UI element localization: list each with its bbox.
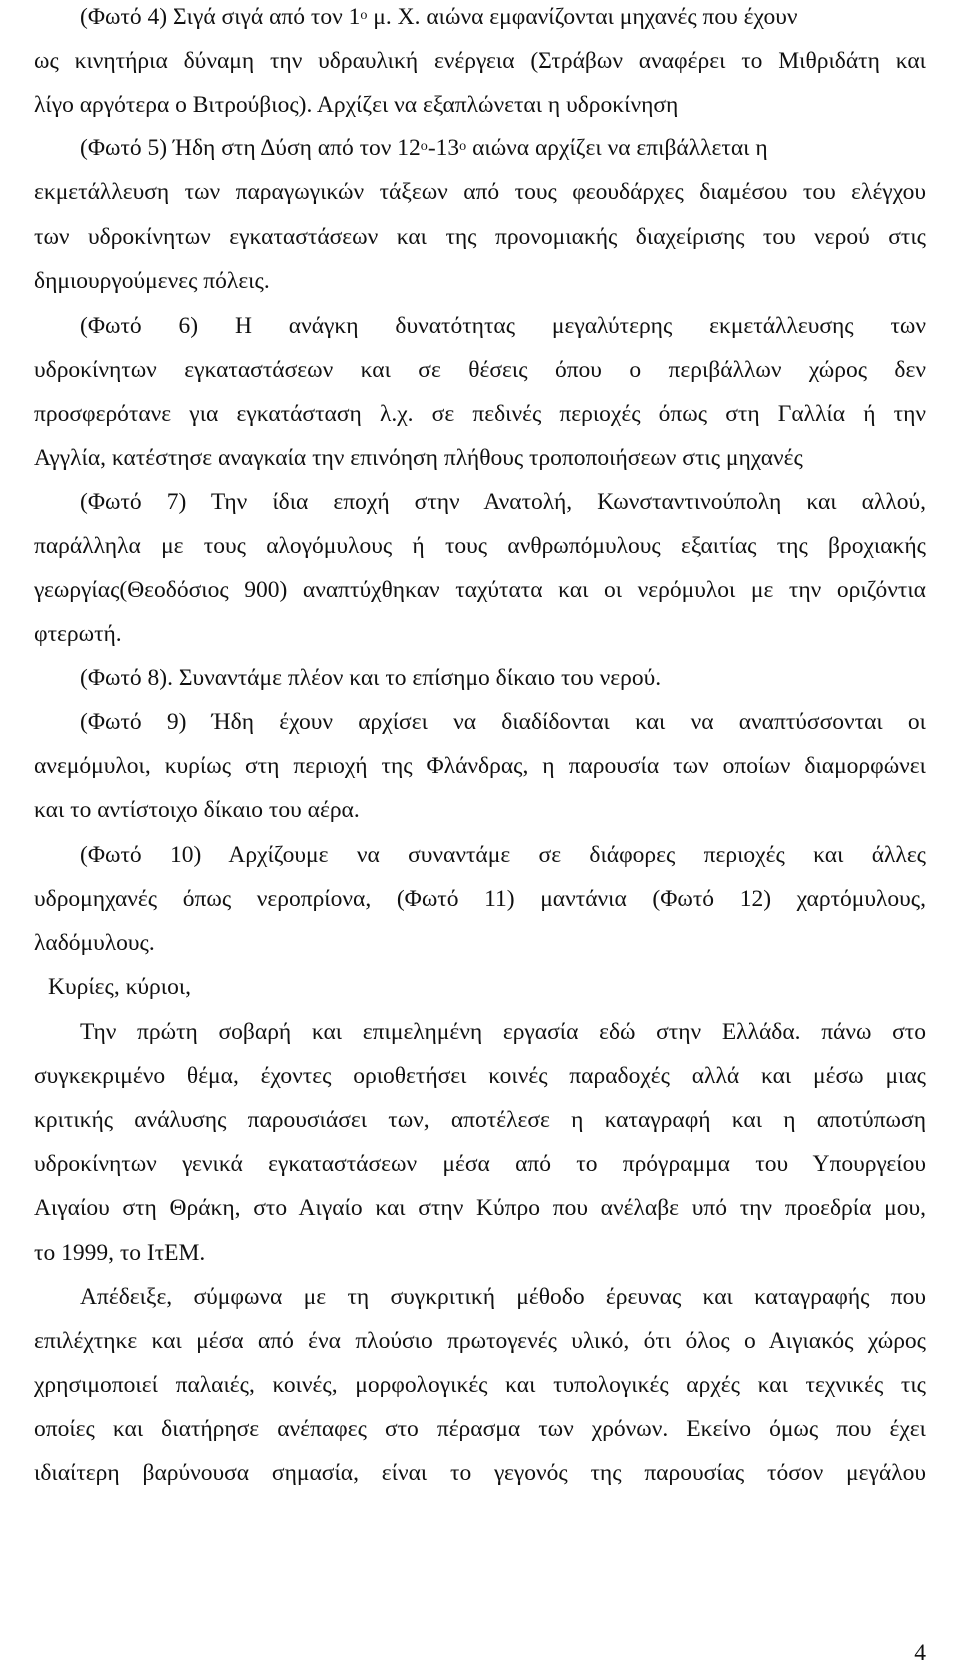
- text-line: των υδροκίνητων εγκαταστάσεων και της προνομιακής διαχείρισης του νερού στις: [34, 224, 926, 250]
- text-line: Την πρώτη σοβαρή και επιμελημένη εργασία εδώ στην Ελλάδα. πάνω στο: [80, 1019, 926, 1045]
- text-line: το 1999, το ΙτΕΜ.: [34, 1240, 206, 1266]
- text-line: κριτικής ανάλυσης παρουσιάσει των, αποτέλεσε η καταγραφή και η αποτύπωση: [34, 1107, 926, 1133]
- text-line: υδρομηχανές όπως νεροπρίονα, (Φωτό 11) μαντάνια (Φωτό 12) χαρτόμυλους,: [34, 886, 926, 912]
- text-line: παράλληλα με τους αλογόμυλους ή τους ανθρωπόμυλους εξαιτίας της βροχιακής: [34, 533, 926, 559]
- text-line: χρησιμοποιεί παλαιές, κοινές, μορφολογικές και τυπολογικές αρχές και τεχνικές τις: [34, 1372, 926, 1398]
- text-line: Αιγαίου στη Θράκη, στο Αιγαίο και στην Κύπρο που ανέλαβε υπό την προεδρία μου,: [34, 1195, 926, 1221]
- text-line: ως κινητήρια δύναμη την υδραυλική ενέργεια (Στράβων αναφέρει το Μιθριδάτη και: [34, 48, 926, 74]
- text-line: και το αντίστοιχο δίκαιο του αέρα.: [34, 797, 360, 823]
- salutation: Κυρίες, κύριοι,: [48, 974, 192, 1000]
- text-line: (Φωτό 5) Ήδη στη Δύση από τον $12^o-13^o$ αιώνα αρχίζει να επιβάλλεται η: [80, 135, 768, 161]
- text-line: Αγγλία, κατέστησε αναγκαία την επινόηση πλήθους τροποποιήσεων στις μηχανές: [34, 445, 803, 471]
- text-line: (Φωτό 9) Ήδη έχουν αρχίσει να διαδίδονται και να αναπτύσσονται οι: [80, 709, 926, 735]
- text-line: (Φωτό 10) Αρχίζουμε να συναντάμε σε διάφορες περιοχές και άλλες: [80, 842, 926, 868]
- text-line: επιλέχτηκε και μέσα από ένα πλούσιο πρωτογενές υλικό, ότι όλος ο Αιγιακός χώρος: [34, 1328, 926, 1354]
- page-number: 4: [914, 1640, 926, 1666]
- text-line: οποίες και διατήρησε ανέπαφες στο πέρασμα των χρόνων. Εκείνο όμως που έχει: [34, 1416, 926, 1442]
- text-line: φτερωτή.: [34, 621, 122, 647]
- text-line: λαδόμυλους.: [34, 930, 155, 956]
- text-line: εκμετάλλευση των παραγωγικών τάξεων από τους φεουδάρχες διαμέσου του ελέγχου: [34, 179, 926, 205]
- text-line: (Φωτό 7) Την ίδια εποχή στην Ανατολή, Κωνσταντινούπολη και αλλού,: [80, 489, 926, 515]
- text-line: δημιουργούμενες πόλεις.: [34, 268, 270, 294]
- text-line: Απέδειξε, σύμφωνα με τη συγκριτική μέθοδο έρευνας και καταγραφής που: [80, 1284, 926, 1310]
- text-line: (Φωτό 8). Συναντάμε πλέον και το επίσημο δίκαιο του νερού.: [80, 665, 662, 691]
- text-line: γεωργίας(Θεοδόσιος 900) αναπτύχθηκαν ταχύτατα και οι νερόμυλοι με την οριζόντια: [34, 577, 926, 603]
- text-line: συγκεκριμένο θέμα, έχοντες οριοθετήσει κοινές παραδοχές αλλά και μέσω μιας: [34, 1063, 926, 1089]
- text-line: προσφερότανε για εγκατάσταση λ.χ. σε πεδινές περιοχές όπως στη Γαλλία ή την: [34, 401, 926, 427]
- text-line: ανεμόμυλοι, κυρίως στη περιοχή της Φλάνδρας, η παρουσία των οποίων διαμορφώνει: [34, 753, 926, 779]
- text-line: λίγο αργότερα ο Βιτρούβιος). Αρχίζει να εξαπλώνεται η υδροκίνηση: [34, 92, 679, 118]
- text-line: υδροκίνητων εγκαταστάσεων και σε θέσεις όπου ο περιβάλλων χώρος δεν: [34, 357, 926, 383]
- text-line: (Φωτό 6) Η ανάγκη δυνατότητας μεγαλύτερης εκμετάλλευσης των: [80, 313, 926, 339]
- text-line: ιδιαίτερη βαρύνουσα σημασία, είναι το γεγονός της παρουσίας τόσον μεγάλου: [34, 1460, 926, 1486]
- text-line: (Φωτό 4) Σιγά σιγά από τον $1^o$ μ. Χ. αιώνα εμφανίζονται μηχανές που έχουν: [80, 4, 798, 30]
- text-line: υδροκίνητων γενικά εγκαταστάσεων μέσα από το πρόγραμμα του Υπουργείου: [34, 1151, 926, 1177]
